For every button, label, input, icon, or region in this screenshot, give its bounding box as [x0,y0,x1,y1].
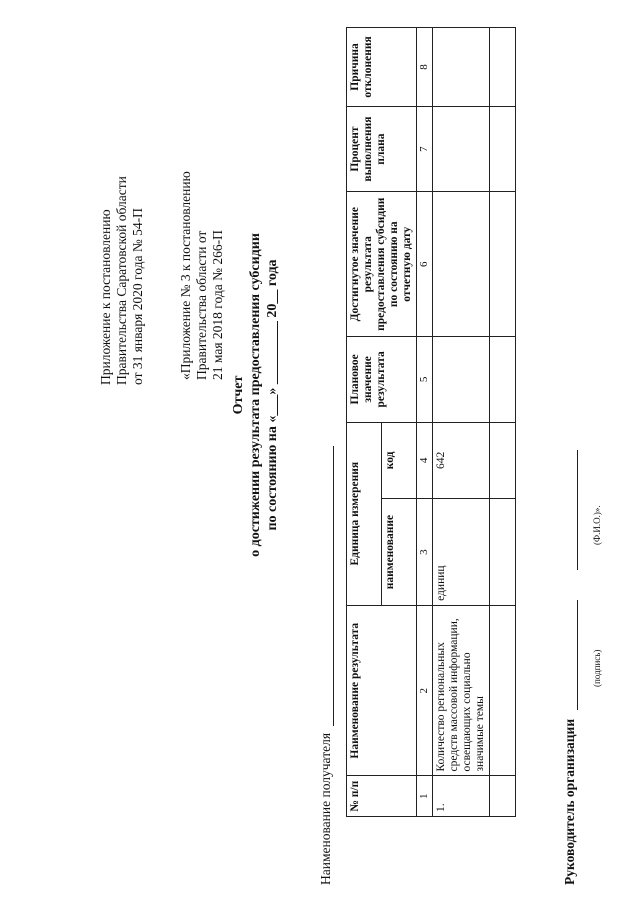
col-number: 1 [417,776,433,817]
signature-blank-line [565,600,578,710]
col-number: 4 [417,422,433,499]
signature-field [562,450,578,885]
signature-label: Руководитель организации [562,718,577,885]
col-number: 8 [417,28,433,107]
cell-result-name: Количество региональных средств массовой информации, освещающих социально значимые темы [433,605,490,776]
header-reason: Причина отклонения [347,28,417,107]
appendix-current [98,176,146,385]
empty-cell [490,499,516,606]
caption-sign: (подпись) [592,649,602,687]
empty-cell [490,605,516,776]
title-line3: по состоянию на «___» _________ 20__ года [265,259,280,531]
header-result-name: Наименование результата [347,605,417,776]
title-line2: о достижении результата предоставления субсидии [248,233,263,557]
cell-unit-name: единиц [433,499,490,606]
empty-cell [490,192,516,337]
appendix-current-line3: от 31 января 2020 года № 54-П [130,208,145,385]
col-number: 5 [417,337,433,422]
empty-cell [490,776,516,817]
header-unit-name: наименование [382,499,417,606]
cell-no: 1. [433,776,490,817]
table-row-empty [490,28,516,817]
header-no: № п/п [347,776,417,817]
name-blank-line [565,450,578,570]
column-number-row [417,28,433,817]
col-number: 7 [417,106,433,191]
appendix-current-line1: Приложение к постановлению [98,209,113,385]
empty-cell [490,106,516,191]
appendix-original-line3: 21 мая 2018 года № 266-П [210,230,225,380]
cell-unit-code: 642 [433,422,490,499]
col-number: 6 [417,192,433,337]
report-table [346,27,516,817]
cell-planned [433,337,490,422]
cell-reason [433,28,490,107]
header-unit-code: код [382,422,417,499]
caption-name: (Ф.И.О.)». [592,505,602,545]
recipient-blank-line [321,446,334,726]
cell-achieved [433,192,490,337]
table-row [433,28,490,817]
col-number: 3 [417,499,433,606]
header-achieved: Достигнутое значение результата предоставления субсидии по состоянию на отчетную дату [347,192,417,337]
col-number: 2 [417,605,433,776]
empty-cell [490,337,516,422]
header-percent: Процент выполнения плана [347,106,417,191]
empty-cell [490,28,516,107]
header-unit: Единица измерения [347,422,382,605]
cell-percent [433,106,490,191]
appendix-current-line2: Правительства Саратовской области [114,176,129,385]
appendix-original-line1: «Приложение № 3 к постановлению [178,171,193,380]
appendix-original-line2: Правительства области от [194,230,209,380]
empty-cell [490,422,516,499]
report-title [230,125,281,665]
header-planned: Плановое значение результата [347,337,417,422]
appendix-original [178,171,226,380]
recipient-label: Наименование получателя [318,732,333,885]
recipient-field [318,446,334,885]
title-line1: Отчет [231,375,246,415]
